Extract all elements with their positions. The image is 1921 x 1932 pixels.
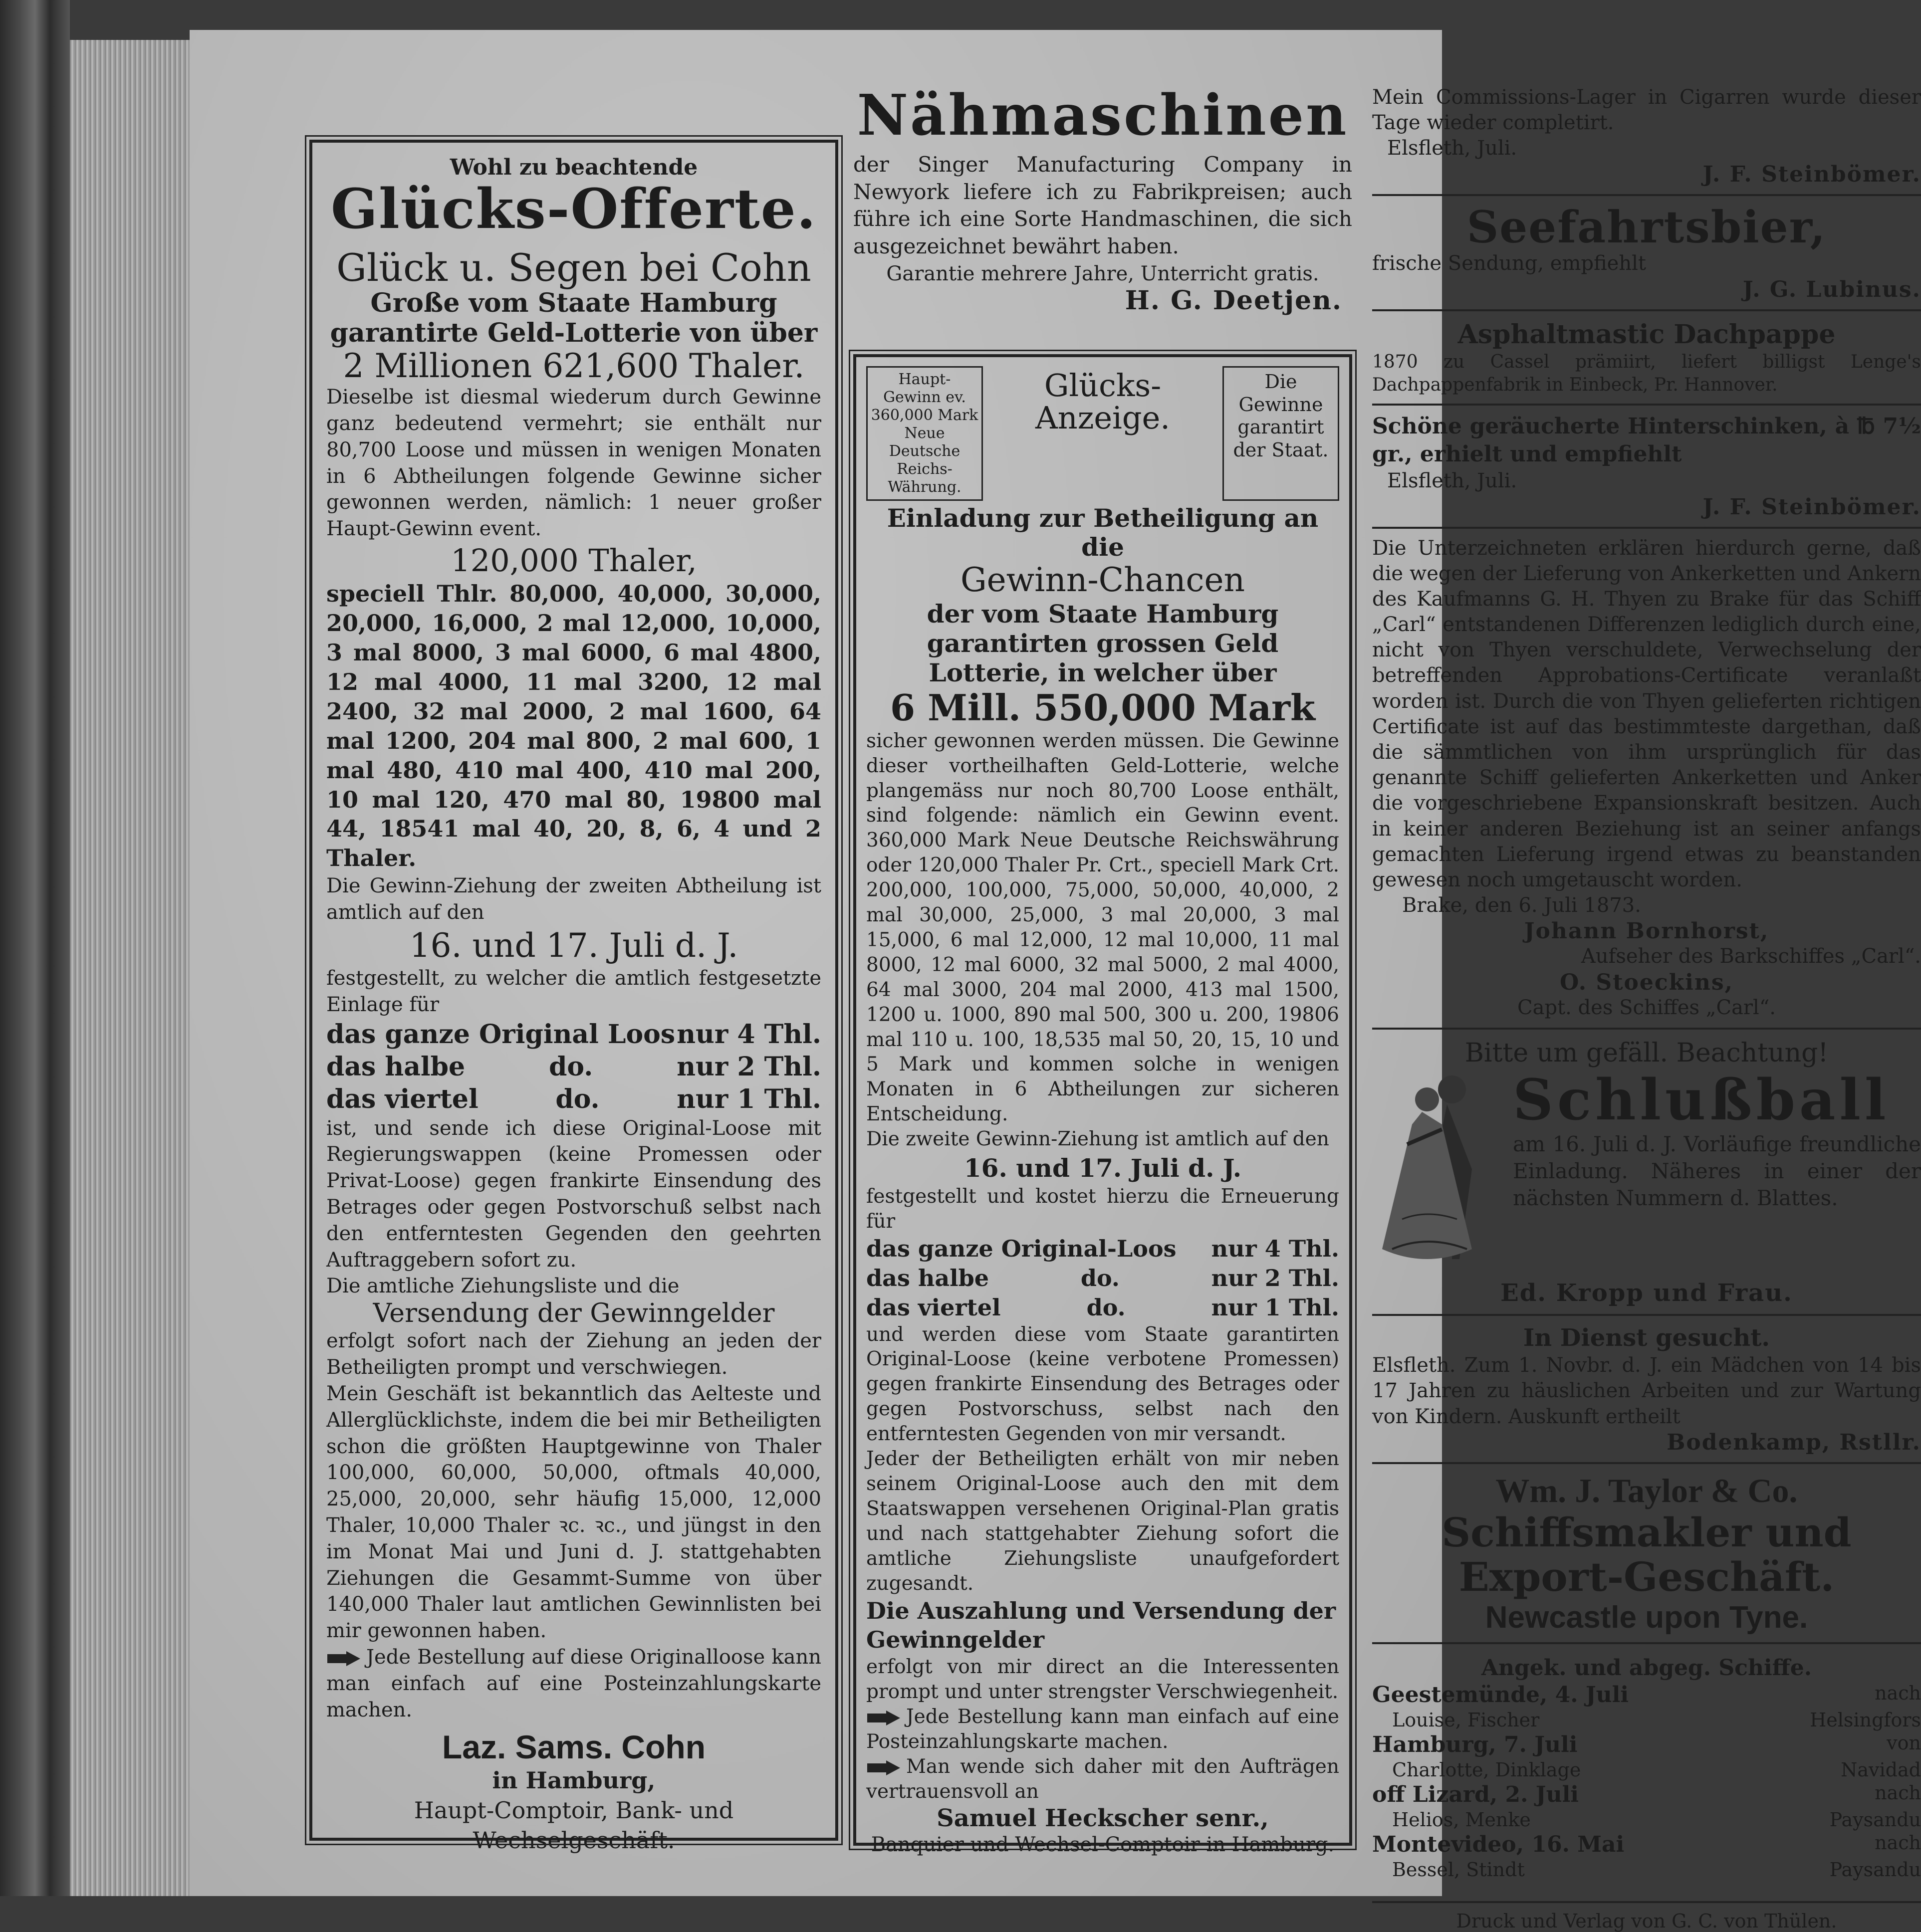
sewing-warranty: Garantie mehrere Jahre, Unterricht gratis. <box>886 262 1319 285</box>
asphalt-ad <box>1372 318 1921 397</box>
ad-body-1: sicher gewonnen werden müssen. Die Gewinne dieser vortheilhaften Geld-Lotterie, welche plangemäss nur noch 80,700 Loose enthält, sind folgende: nämlich ein Gewinn event. 360,000 Mark Neue Deutsche Reichswährung oder 120,000 Thaler Pr. Crt., speciell Mark Crt. 200,000, 100,000, 75,000, 50,000, 40,000, 2 mal 30,000, 25,000, 3 mal 20,000, 3 mal 15,000, 6 mal 12,000, 12 mal 10,000, 11 mal 8000, 12 mal 6000, 32 mal 5000, 2 mal 4000, 64 mal 3000, 204 mal 2000, 413 mal 1500, 1200 u. 1000, 890 mal 500, 300 u. 200, 19806 mal 110 u. 100, 18,535 mal 50, 20, 15, 10 und 5 Mark und kommen solche in wenigen Monaten in 6 Abtheilungen zur sicheren Entscheidung. <box>866 729 1339 1126</box>
price-row: das viertel do. nur 1 Thl. <box>866 1293 1339 1321</box>
price-row: das halbe do. nur 2 Thl. <box>326 1051 821 1082</box>
beer-signature: J. G. Lubinus. <box>1742 276 1921 302</box>
asphalt-text: 1870 zu Cassel prämiirt, liefert billigst Lenge's Dachpappenfabrik in Einbeck, Pr. Hannover. <box>1372 351 1921 395</box>
ad-body-1: Dieselbe ist diesmal wiederum durch Gewinne ganz bedeutend vermehrt; sie enthält nur 80,700 Loose und müssen in wenigen Monaten in 6 Abtheilungen folgende Gewinne sicher gewonnen werden, nämlich: 1 neuer großer Haupt-Gewinn event. <box>326 386 821 541</box>
asphalt-title: Asphaltmastic Dachpappe <box>1457 319 1836 350</box>
ad-draw-text: Die Gewinn-Ziehung der zweiten Abtheilung ist amtlich auf den <box>326 874 821 924</box>
notice-signature-1-role: Aufseher des Barkschiffes „Carl“. <box>1581 945 1921 968</box>
ships-title: Angek. und abgeg. Schiffe. <box>1481 1655 1812 1681</box>
ad-dates: 16. und 17. Juli d. J. <box>963 1153 1242 1183</box>
cigar-place: Elsfleth, Juli. <box>1387 137 1517 160</box>
price-row: das viertel do. nur 1 Thl. <box>326 1083 821 1114</box>
column-2 <box>853 83 1352 1856</box>
ad-body-6: Jede Bestellung auf diese Originalloose kann man einfach auf eine Posteinzahlungskarte machen. <box>326 1645 821 1721</box>
ad-body-2: Die zweite Gewinn-Ziehung ist amtlich auf den <box>866 1128 1329 1151</box>
job-text: Elsfleth. Zum 1. Novbr. d. J. ein Mädchen von 14 bis 17 Jahren zu häuslichen Arbeiten und zur Wartung von Kindern. Auskunft ertheilt <box>1372 1354 1921 1428</box>
notice-signature-2-role: Capt. des Schiffes „Carl“. <box>1517 996 1776 1019</box>
ball-text: am 16. Juli d. J. Vorläufige freundliche Einladung. Näheres in einer der nächsten Nummern d. Blattes. <box>1513 1132 1921 1210</box>
ad-price-list <box>866 1234 1339 1322</box>
ship-row: Helios, Menke Paysandu <box>1392 1808 1921 1831</box>
column-1 <box>309 85 838 1854</box>
ad-h2: Gewinn-Chancen <box>960 561 1245 599</box>
ham-text: Schöne geräucherte Hinterschinken, à ℔ 7½ gr., erhielt und empfiehlt <box>1372 413 1921 467</box>
ad-signature-office: Haupt-Comptoir, Bank- und Wechselgeschäft. <box>414 1797 734 1854</box>
ad-body-3: festgestellt und kostet hierzu die Erneuerung für <box>866 1185 1339 1233</box>
price-row: das ganze Original-Loos nur 4 Thl. <box>866 1235 1339 1262</box>
ad-headline: Glücks-Offerte. <box>331 177 817 241</box>
notice-signature-1: Johann Bornhorst, <box>1524 918 1769 944</box>
beer-ad <box>1372 203 1921 302</box>
divider <box>1372 404 1921 406</box>
ad-body-7: Jede Bestellung kann man einfach auf eine Posteinzahlungskarte machen. <box>866 1706 1339 1753</box>
ad-body-5: Jeder der Betheiligten erhält von mir neben seinem Original-Loose auch den mit dem Staatswappen versehenen Original-Plan gratis und nach stattgehabter Ziehung sofort die amtliche Ziehungsliste unaufgefordert zugesandt. <box>866 1448 1339 1595</box>
imprint: Druck und Verlag von G. C. von Thülen. <box>1456 1910 1837 1932</box>
ball-signature: Ed. Kropp und Frau. <box>1500 1279 1793 1307</box>
ships-list <box>1372 1654 1921 1881</box>
cigar-ad <box>1372 85 1921 187</box>
ad-body-4: erfolgt sofort nach der Ziehung an jeden der Betheiligten prompt und verschwiegen. <box>326 1329 821 1379</box>
cigar-signature: J. F. Steinbömer. <box>1702 161 1921 187</box>
sewing-intro: der Singer Manufacturing Company in Newyork liefere ich zu Fabrikpreisen; auch führe ich eine Sorte Handmaschinen, die sich ausgezeichnet bewährt haben. <box>853 152 1352 258</box>
ad-total: 6 Mill. 550,000 Mark <box>890 686 1315 729</box>
ship-row: Geestemünde, 4. Juli nach <box>1372 1682 1921 1708</box>
divider <box>1372 1028 1921 1030</box>
ship-row: Louise, Fischer Helsingfors <box>1392 1709 1921 1731</box>
pointing-hand-icon <box>326 1649 361 1668</box>
page-edges <box>70 40 190 1896</box>
ad-h3: der vom Staate Hamburg garantirten grossen Geld Lotterie, in welcher über <box>927 599 1279 687</box>
column-3 <box>1372 85 1921 1932</box>
divider <box>1372 309 1921 311</box>
ad-main-prize: 120,000 Thaler, <box>451 542 697 579</box>
ship-row: Montevideo, 16. Mai nach <box>1372 1832 1921 1858</box>
ad-body-5: Mein Geschäft ist bekanntlich das Aelteste und Allerglücklichste, indem die bei mir Betheiligten schon die größten Hauptgewinne von Thaler 100,000, 60,000, 50,000, oftmals 40,000, 25,000, 20,000, sehr häufig 15,000, 12,000 Thaler, 10,000 Thaler ꝛc. ꝛc., und jüngst in den im Monat Mai und Juni d. J. stattgehabten Ziehungen die Gesammt-Summe von über 140,000 Thaler laut amtlichen Gewinnlisten bei mir gewonnen haben. <box>326 1382 821 1643</box>
ad-total: 2 Millionen 621,600 Thaler. <box>343 346 805 385</box>
taylor-ad <box>1372 1471 1921 1635</box>
ad-signature-line: Banquier und Wechsel-Comptoir in Hamburg. <box>871 1833 1335 1856</box>
ad-h1: Einladung zur Betheiligung an die <box>887 503 1319 562</box>
taylor-line-2: Schiffsmakler und <box>1441 1508 1852 1556</box>
job-title: In Dienst gesucht. <box>1523 1324 1770 1352</box>
newspaper-page <box>190 30 1921 1932</box>
sewing-title: Nähmaschinen <box>857 83 1349 148</box>
sewing-signature: H. G. Deetjen. <box>1125 285 1342 316</box>
ad-draw-text-2: festgestellt, zu welcher die amtlich festgesetzte Einlage für <box>326 966 821 1016</box>
taylor-city: Newcastle upon Tyne. <box>1485 1600 1808 1635</box>
ship-row: off Lizard, 2. Juli nach <box>1372 1782 1921 1808</box>
divider <box>1372 194 1921 196</box>
ad-kicker: Wohl zu beachtende <box>450 155 698 180</box>
beer-text: frische Sendung, empfiehlt <box>1372 252 1646 275</box>
divider <box>1372 1462 1921 1464</box>
book-binding <box>0 0 70 1896</box>
header-right-box: Die Gewinne garantirt der Staat. <box>1222 366 1339 501</box>
ad-signature-name: Samuel Heckscher senr., <box>937 1804 1269 1832</box>
ball-body <box>1372 1070 1921 1279</box>
ad-draw-dates: 16. und 17. Juli d. J. <box>409 926 738 965</box>
header-left-box: Haupt-Gewinn ev. 360,000 Mark Neue Deutsche Reichs-Währung. <box>866 366 983 501</box>
ad-header <box>866 366 1339 501</box>
ad-subhead: Die Auszahlung und Versendung der Gewinngelder <box>866 1597 1336 1654</box>
ad-signature-name: Laz. Sams. Cohn <box>442 1728 706 1766</box>
price-row: das ganze Original Loos nur 4 Thl. <box>326 1019 821 1050</box>
ad-body-2: ist, und sende ich diese Original-Loose mit Regierungswappen (keine Promessen oder Privat-Loose) gegen frankirte Einsendung des Betrages oder gegen Postvorschuß selbst nach den entferntesten Gegenden den geehrten Auftraggebern sofort zu. <box>326 1116 821 1272</box>
ad-prizes-list: speciell Thlr. 80,000, 40,000, 30,000, 20,000, 16,000, 2 mal 12,000, 10,000, 3 mal 8000, 3 mal 6000, 6 mal 4800, 12 mal 4000, 11 mal 3200, 12 mal 2400, 32 mal 2000, 2 mal 1600, 64 mal 1200, 204 mal 800, 2 mal 600, 1 mal 480, 410 mal 400, 410 mal 200, 10 mal 120, 470 mal 80, 19800 mal 44, 18541 mal 40, 20, 8, 6, 4 und 2 Thaler. <box>326 580 821 872</box>
ad-brand: Glück u. Segen bei Cohn <box>336 245 811 290</box>
beer-title: Seefahrtsbier, <box>1466 201 1827 253</box>
ham-place: Elsfleth, Juli. <box>1387 469 1517 493</box>
job-ad <box>1372 1323 1921 1455</box>
divider <box>1372 1901 1921 1903</box>
ad-signature-city: in Hamburg, <box>492 1767 656 1794</box>
sewing-machine-ad <box>853 85 1352 316</box>
ship-row: Charlotte, Dinklage Navidad <box>1392 1758 1921 1781</box>
price-row: das halbe do. nur 2 Thl. <box>866 1264 1339 1291</box>
ad-body-6: erfolgt von mir direct an die Interessenten prompt und unter strengster Verschwiegenheit. <box>866 1656 1339 1704</box>
divider <box>1372 1642 1921 1644</box>
ad-subhead: Große vom Staate Hamburg garantirte Geld-Lotterie von über <box>330 288 818 348</box>
ball-kicker: Bitte um gefäll. Beachtung! <box>1464 1038 1829 1068</box>
dancing-couple-illustration <box>1372 1070 1507 1279</box>
thyen-notice <box>1372 536 1921 1021</box>
notice-signature-2: O. Stoeckins, <box>1560 969 1733 995</box>
divider <box>1372 527 1921 529</box>
job-signature: Bodenkamp, Rstllr. <box>1667 1429 1921 1455</box>
ad-versendung: Versendung der Gewinngelder <box>373 1298 775 1329</box>
taylor-line-3: Export-Geschäft. <box>1458 1553 1835 1601</box>
ball-title: Schlußball <box>1513 1068 1890 1133</box>
pointing-hand-icon <box>866 1709 901 1727</box>
ad-body-4: und werden diese vom Staate garantirten Original-Loose (keine verbotene Promessen) gegen frankirte Einsendung des Betrages oder gegen Postvorschuss, selbst nach den entferntesten Gegenden von mir versandt. <box>866 1323 1339 1446</box>
notice-place: Brake, den 6. Juli 1873. <box>1402 894 1641 917</box>
ball-ad <box>1372 1037 1921 1307</box>
header-title: Glücks-Anzeige. <box>1035 367 1170 436</box>
pointing-hand-icon <box>866 1758 901 1777</box>
ship-row: Bessel, Stindt Paysandu <box>1392 1858 1921 1881</box>
ad-body-3: Die amtliche Ziehungsliste und die <box>326 1275 680 1298</box>
ham-signature: J. F. Steinbömer. <box>1702 494 1921 520</box>
ham-ad <box>1372 413 1921 520</box>
ship-row: Hamburg, 7. Juli von <box>1372 1732 1921 1758</box>
heckscher-lottery-ad <box>853 354 1352 1856</box>
cohn-lottery-ad <box>309 140 838 1854</box>
notice-text: Die Unterzeichneten erklären hierdurch gerne, daß die wegen der Lieferung von Ankerketten und Ankern des Kaufmanns G. H. Thyen zu Brake für das Schiff „Carl“ entstandenen Differenzen lediglich durch eine, nicht von Thyen verschuldete, Verwechselung der betreffenden Approbations-Certificate veranlaßt worden ist. Durch die von Thyen gelieferten richtigen Certificate ist auf das bestimmteste dargethan, daß die sämmtlichen von ihm ursprünglich für das genannte Schiff gelieferten Ankerketten und Anker die vorgeschriebene Expansionskraft besitzen. Auch in keiner anderen Beziehung ist an seiner anfangs gemachten Lieferung irgend etwas zu beanstanden gewesen noch umgetauscht worden. <box>1372 536 1921 891</box>
taylor-name: Wm. J. Taylor & Co. <box>1495 1471 1798 1509</box>
ad-price-list <box>326 1018 821 1115</box>
divider <box>1372 1314 1921 1316</box>
ad-body-8: Man wende sich daher mit den Aufträgen vertrauensvoll an <box>866 1755 1339 1803</box>
cigar-text: Mein Commissions-Lager in Cigarren wurde dieser Tage wieder completirt. <box>1372 86 1921 135</box>
